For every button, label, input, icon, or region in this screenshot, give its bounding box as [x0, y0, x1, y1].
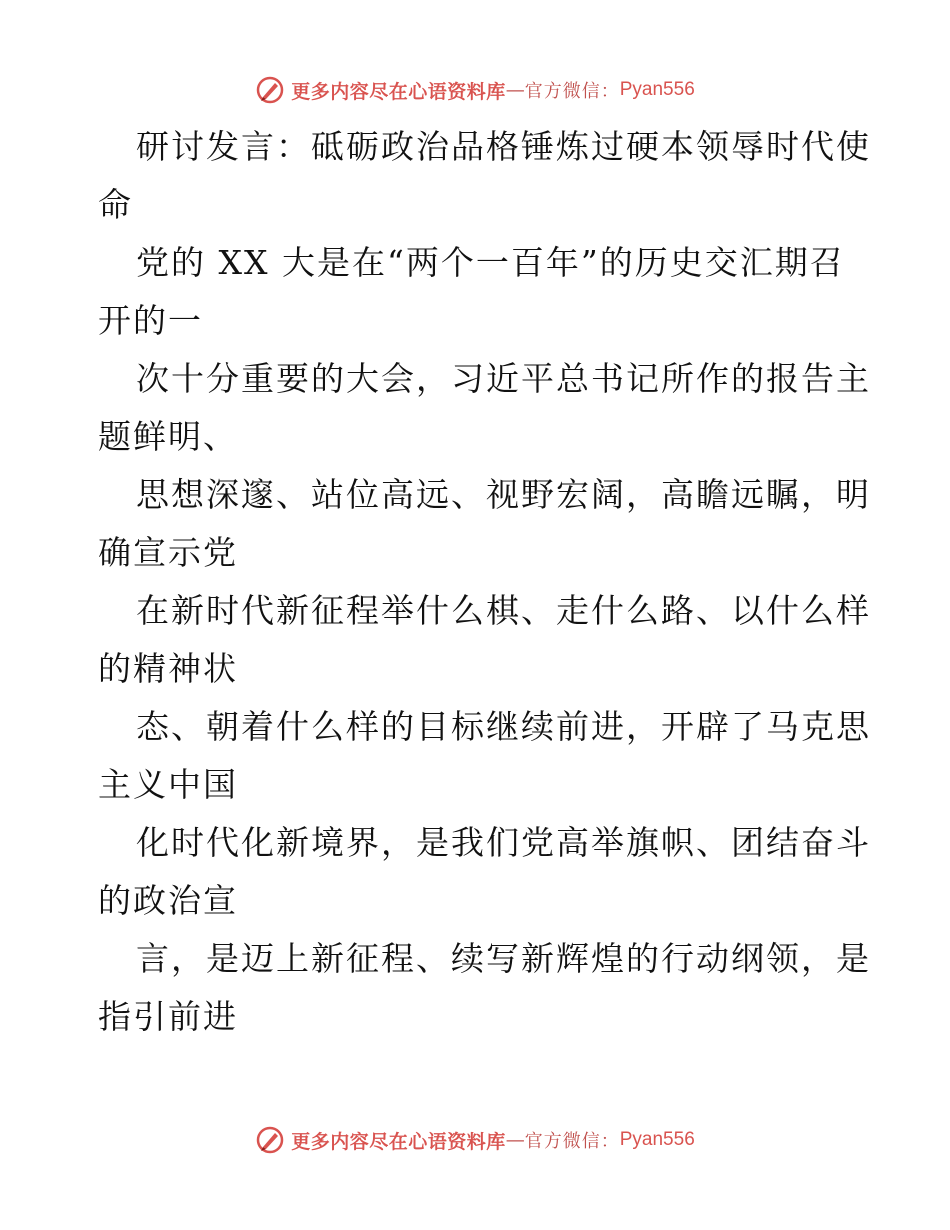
body-line: 指引前进 [98, 997, 238, 1036]
pen-logo-icon [255, 1125, 285, 1155]
body-line: 化时代化新境界，是我们党高举旗帜、团结奋斗 [136, 823, 871, 862]
body-line: 确宣示党 [98, 533, 238, 572]
body-line: 题鲜明、 [98, 417, 238, 456]
body-line: 在新时代新征程举什么棋、走什么路、以什么样 [136, 591, 871, 630]
header-dash: — [505, 79, 525, 101]
body-line: 的精神状 [98, 649, 238, 688]
body-line: 主义中国 [98, 765, 238, 804]
pen-logo-icon [255, 75, 285, 105]
header-wechat-id: Pyan556 [619, 79, 695, 100]
body-line: 态、朝着什么样的目标继续前进，开辟了马克思 [136, 707, 871, 746]
body-line: 言，是迈上新征程、续写新辉煌的行动纲领，是 [136, 939, 871, 978]
header-brand-text: 更多内容尽在心语资料库 [291, 80, 506, 103]
body-line: 次十分重要的大会，习近平总书记所作的报告主 [136, 359, 871, 398]
footer-wechat-label: 官方微信： [524, 1131, 620, 1152]
footer-brand-text: 更多内容尽在心语资料库 [291, 1130, 506, 1153]
body-line: 研讨发言：砥砺政治品格锤炼过硬本领辱时代使 [136, 127, 871, 166]
footer-dash: — [505, 1129, 525, 1151]
header-wechat-label: 官方微信： [524, 81, 620, 102]
body-line: 的政治宣 [98, 881, 238, 920]
body-line: 党的 XX 大是在“两个一百年”的历史交汇期召 [136, 243, 845, 282]
body-line: 开的一 [98, 301, 203, 340]
document-body [98, 118, 871, 1046]
body-line: 命 [98, 185, 133, 224]
footer-banner [0, 1120, 950, 1160]
header-banner [0, 70, 950, 110]
footer-wechat-id: Pyan556 [619, 1129, 695, 1150]
body-line: 思想深邃、站位高远、视野宏阔，高瞻远瞩，明 [136, 475, 871, 514]
